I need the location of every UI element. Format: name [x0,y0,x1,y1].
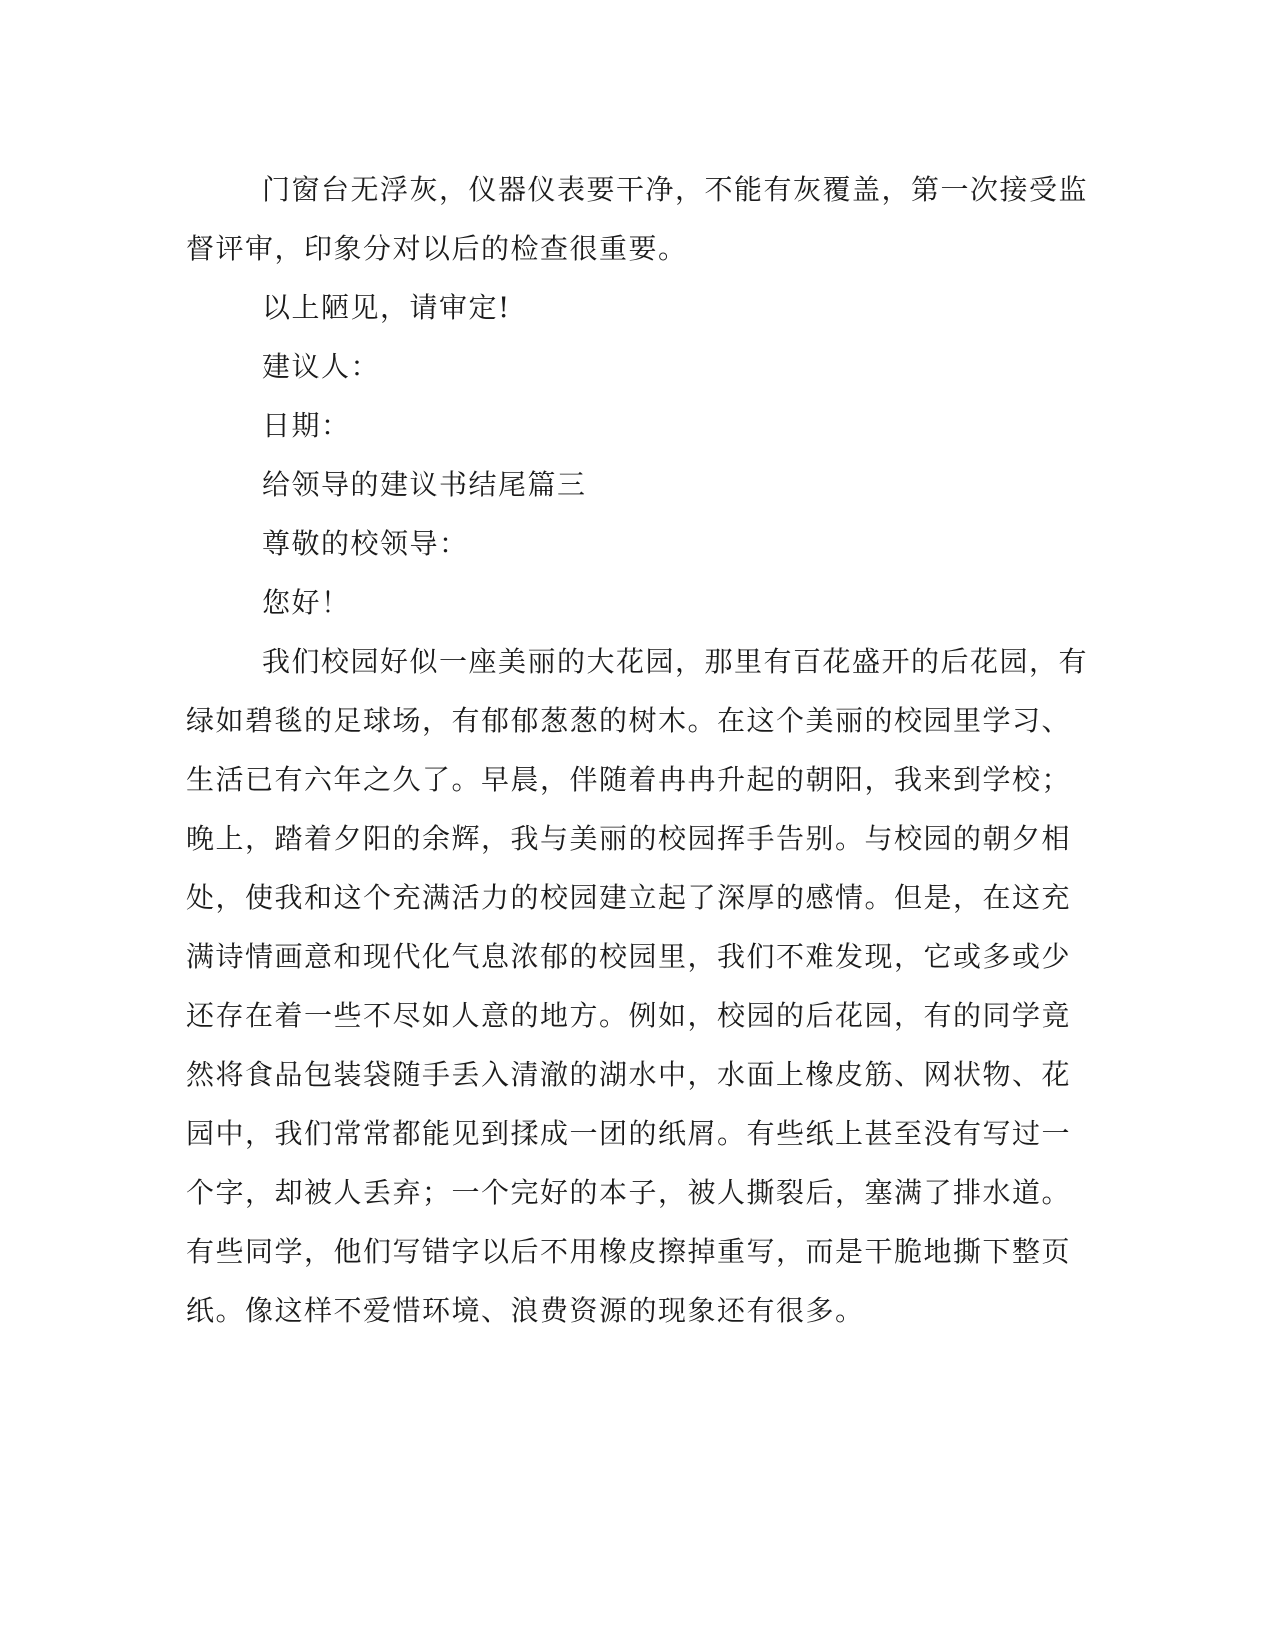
text-line: 还存在着一些不尽如人意的地方。例如，校园的后花园，有的同学竟 [186,999,1072,1032]
date-line: 日期： [262,409,351,442]
text-line: 有些同学，他们写错字以后不用橡皮擦掉重写，而是干脆地撕下整页 [186,1235,1072,1268]
text-line: 个字，却被人丢弃；一个完好的本子，被人撕裂后，塞满了排水道。 [186,1176,1072,1209]
paragraph-campus [186,632,1089,1340]
section-title: 给领导的建议书结尾篇三 [262,468,587,501]
text-line: 处，使我和这个充满活力的校园建立起了深厚的感情。但是，在这充 [186,881,1072,914]
text-line: 纸。像这样不爱惜环境、浪费资源的现象还有很多。 [186,1294,865,1327]
proposer-line: 建议人： [262,350,381,383]
text-line: 我们校园好似一座美丽的大花园，那里有百花盛开的后花园，有 [262,645,1089,678]
text-line: 生活已有六年之久了。早晨，伴随着冉冉升起的朝阳，我来到学校； [186,763,1072,796]
greeting-line: 您好！ [262,586,351,619]
paragraph-inspection [186,160,1089,278]
text-line: 督评审，印象分对以后的检查很重要。 [186,232,688,265]
closing-line: 以上陋见，请审定! [262,291,511,324]
text-line: 晚上，踏着夕阳的余辉，我与美丽的校园挥手告别。与校园的朝夕相 [186,822,1072,855]
text-line: 满诗情画意和现代化气息浓郁的校园里，我们不难发现，它或多或少 [186,940,1072,973]
document-page [186,160,1089,1340]
salutation-line: 尊敬的校领导： [262,527,469,560]
text-line: 绿如碧毯的足球场，有郁郁葱葱的树木。在这个美丽的校园里学习、 [186,704,1072,737]
text-line: 然将食品包装袋随手丢入清澈的湖水中，水面上橡皮筋、网状物、花 [186,1058,1072,1091]
text-line: 门窗台无浮灰，仪器仪表要干净，不能有灰覆盖，第一次接受监 [262,173,1089,206]
text-line: 园中，我们常常都能见到揉成一团的纸屑。有些纸上甚至没有写过一 [186,1117,1072,1150]
